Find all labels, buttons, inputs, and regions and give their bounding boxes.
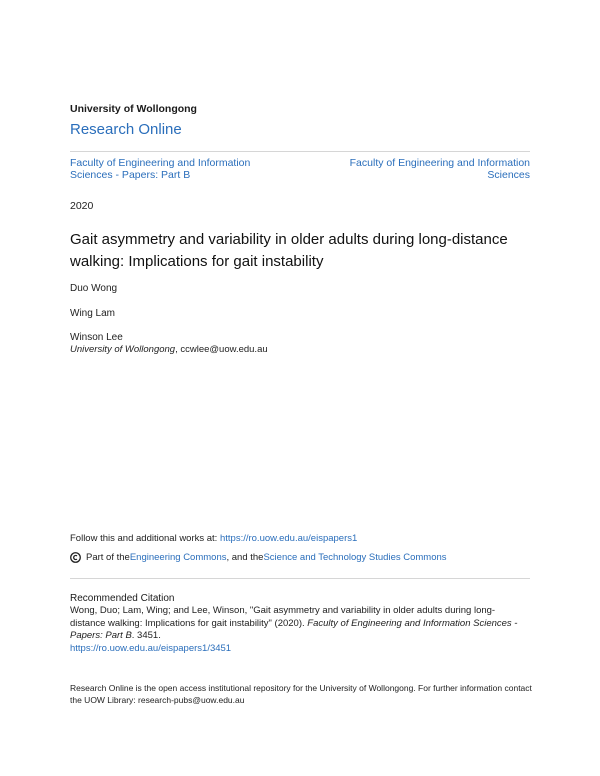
divider	[70, 151, 530, 152]
citation-body	[70, 605, 530, 655]
faculty-link-right[interactable]: Faculty of Engineering and Information Sciences	[349, 157, 530, 181]
divider	[70, 578, 530, 579]
creative-commons-icon	[70, 552, 81, 563]
publication-year: 2020	[70, 200, 94, 212]
part-of-prefix: Part of the	[86, 552, 130, 563]
paper-title: Gait asymmetry and variability in older adults during long-distance walking: Implications for gait instability	[70, 231, 508, 270]
follow-link[interactable]: https://ro.uow.edu.au/eispapers1	[219, 533, 358, 544]
follow-line	[70, 533, 357, 544]
research-online-link[interactable]: Research Online	[70, 121, 182, 138]
engineering-commons-link[interactable]: Engineering Commons	[129, 552, 227, 563]
part-of-line	[70, 552, 447, 563]
author-email: ccwlee@uow.edu.au	[180, 344, 268, 355]
citation-text: Wong, Duo; Lam, Wing; and Lee, Winson, "Gait asymmetry and variability in older adults during long-distance walking: Implications for gait instability" (2020).	[70, 605, 496, 629]
citation-journal: Faculty of Engineering and Information Sciences - Papers: Part B	[70, 617, 518, 641]
citation-heading: Recommended Citation	[70, 593, 175, 604]
university-name: University of Wollongong	[70, 103, 197, 115]
author-name: Wing Lam	[70, 308, 116, 319]
part-of-middle: , and the	[226, 552, 264, 563]
affiliation-name: University of Wollongong	[70, 344, 176, 355]
faculty-link-left[interactable]: Faculty of Engineering and Information Sciences - Papers: Part B	[70, 157, 251, 181]
affiliation-separator: ,	[175, 344, 181, 355]
author-affiliation	[70, 344, 268, 355]
sts-commons-link[interactable]: Science and Technology Studies Commons	[263, 552, 447, 563]
author-name: Duo Wong	[70, 283, 118, 294]
repository-footer: Research Online is the open access institutional repository for the University of Wollongong. For further information contact the UOW Library: research-pubs@uow.edu.au	[70, 683, 532, 705]
citation-number: . 3451.	[131, 630, 161, 641]
citation-link[interactable]: https://ro.uow.edu.au/eispapers1/3451	[70, 642, 232, 654]
follow-text: Follow this and additional works at:	[70, 533, 220, 544]
author-name: Winson Lee	[70, 332, 123, 343]
